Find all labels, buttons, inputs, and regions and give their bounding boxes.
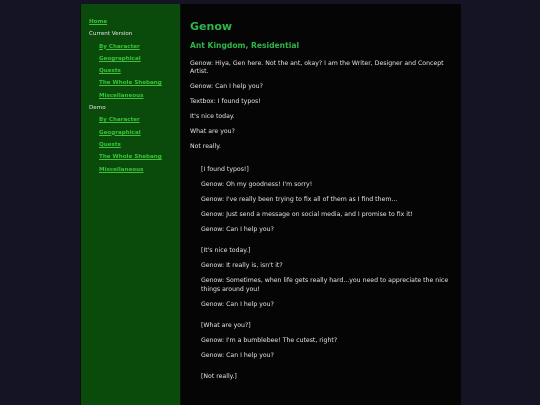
dialogue-line: Genow: Can I help you? (201, 225, 274, 233)
sidebar-link-current-geographical[interactable]: Geographical (99, 55, 141, 62)
dialogue-line: [Not really.] (201, 373, 237, 381)
sidebar-link-current-whole-shebang[interactable]: The Whole Shebang (99, 80, 162, 87)
dialogue-line: Genow: Sometimes, when life gets really hard...you need to appreciate the nice things around you! (201, 277, 449, 293)
page-subtitle: Ant Kingdom, Residential (190, 41, 300, 50)
sidebar-link-demo-miscellaneous[interactable]: Miscellaneous (99, 166, 144, 173)
dialogue-line: Genow: Can I help you? (201, 352, 274, 360)
sidebar-link-current-miscellaneous[interactable]: Miscellaneous (99, 92, 144, 99)
sidebar-link-demo-by-character[interactable]: By Character (99, 117, 140, 124)
sidebar-link-demo-geographical[interactable]: Geographical (99, 129, 141, 136)
main-content (181, 4, 461, 405)
dialogue-line: Genow: Can I help you? (190, 83, 263, 91)
dialogue-line: It's nice today. (190, 113, 235, 121)
sidebar-link-current-by-character[interactable]: By Character (99, 43, 140, 50)
sidebar-link-demo-whole-shebang[interactable]: The Whole Shebang (99, 154, 162, 161)
dialogue-line: Genow: Just send a message on social media, and I promise to fix it! (201, 210, 413, 218)
dialogue-branch-not-really (190, 373, 453, 381)
dialogue-line: Genow: Can I help you? (201, 300, 274, 308)
page-container (80, 4, 461, 405)
dialogue-line: [It's nice today.] (201, 247, 251, 255)
sidebar-link-home[interactable]: Home (89, 19, 108, 25)
sidebar-link-demo-quests[interactable]: Quests (99, 141, 121, 148)
sidebar-link-current-quests[interactable]: Quests (99, 68, 121, 75)
dialogue-branch-what-are-you (190, 322, 453, 360)
dialogue-line: Genow: It really is, isn't it? (201, 262, 283, 270)
dialogue-branch-typos (190, 166, 453, 234)
sidebar (80, 4, 181, 405)
page-title: Genow (190, 20, 233, 33)
dialogue-branch-nice-today (190, 247, 453, 309)
dialogue-line: Genow: I've really been trying to fix all of them as I find them... (201, 195, 398, 203)
dialogue-line: [What are you?] (201, 322, 251, 330)
dialogue-line: Genow: I'm a bumblebee! The cutest, right? (201, 337, 338, 345)
dialogue-line: [I found typos!] (201, 165, 249, 173)
dialogue-line: Genow: Hiya, Gen here. Not the ant, okay? I am the Writer, Designer and Concept Artist. (190, 60, 444, 76)
dialogue-line: Not really. (190, 143, 221, 151)
sidebar-heading-demo: Demo (89, 105, 106, 112)
dialogue-line: Genow: Oh my goodness! I'm sorry! (201, 180, 313, 188)
dialogue-line: What are you? (190, 128, 235, 136)
dialogue-line: Textbox: I found typos! (190, 98, 261, 106)
sidebar-heading-current-version: Current Version (89, 31, 133, 38)
